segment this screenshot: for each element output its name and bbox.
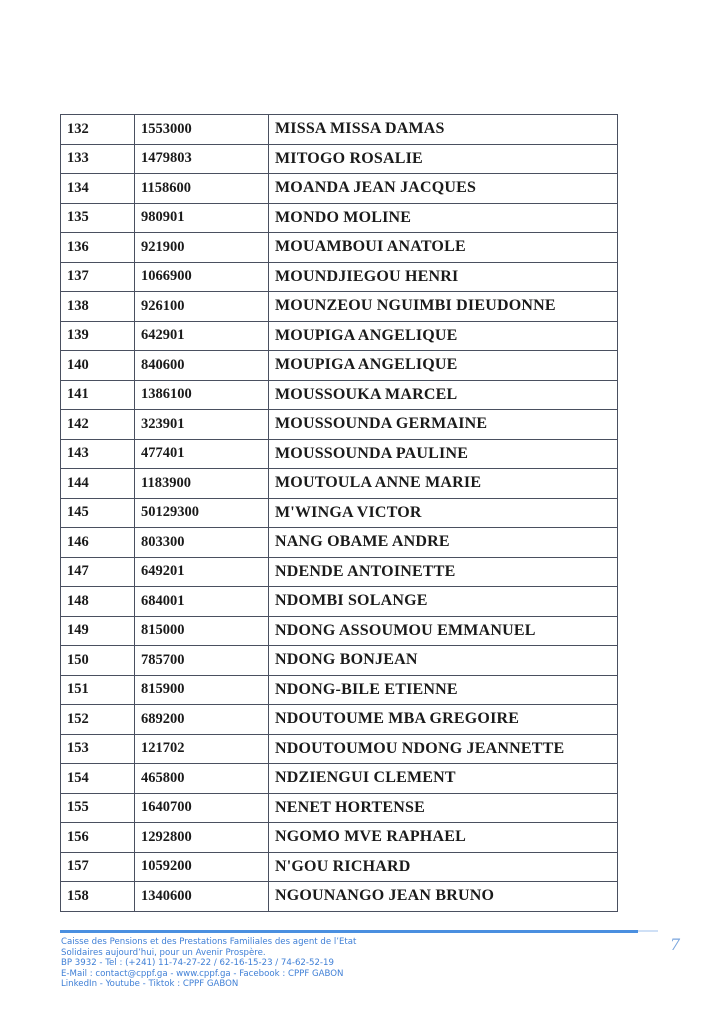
footer-organization-name: Caisse des Pensions et des Prestations Familiales des agent de l’Etat <box>61 937 357 947</box>
row-id: 1386100 <box>135 380 269 410</box>
row-number: 133 <box>61 144 135 174</box>
row-id: 1479803 <box>135 144 269 174</box>
row-number: 136 <box>61 233 135 263</box>
row-number: 138 <box>61 292 135 322</box>
footer-slogan: Solidaires aujourd’hui, pour un Avenir Prospère. <box>61 947 266 958</box>
row-name: NANG OBAME ANDRE <box>269 528 618 558</box>
row-name: MISSA MISSA DAMAS <box>269 115 618 145</box>
row-name: M'WINGA VICTOR <box>269 498 618 528</box>
row-number: 135 <box>61 203 135 233</box>
row-id: 465800 <box>135 764 269 794</box>
table-row <box>61 734 618 764</box>
table-row <box>61 321 618 351</box>
row-name: NDENDE ANTOINETTE <box>269 557 618 587</box>
row-name: NENET HORTENSE <box>269 793 618 823</box>
row-id: 642901 <box>135 321 269 351</box>
row-id: 649201 <box>135 557 269 587</box>
row-number: 157 <box>61 852 135 882</box>
row-number: 132 <box>61 115 135 145</box>
row-number: 152 <box>61 705 135 735</box>
table-row <box>61 174 618 204</box>
row-number: 134 <box>61 174 135 204</box>
row-id: 323901 <box>135 410 269 440</box>
row-name: MOUPIGA ANGELIQUE <box>269 321 618 351</box>
row-number: 143 <box>61 439 135 469</box>
row-id: 50129300 <box>135 498 269 528</box>
row-name: MOUAMBOUI ANATOLE <box>269 233 618 263</box>
row-number: 140 <box>61 351 135 381</box>
table-row <box>61 115 618 145</box>
table-row <box>61 793 618 823</box>
row-name: MOUSSOUNDA PAULINE <box>269 439 618 469</box>
row-name: NDONG BONJEAN <box>269 646 618 676</box>
row-id: 980901 <box>135 203 269 233</box>
table-row <box>61 823 618 853</box>
row-name: NDONG ASSOUMOU EMMANUEL <box>269 616 618 646</box>
table-row <box>61 557 618 587</box>
row-id: 840600 <box>135 351 269 381</box>
table-row <box>61 292 618 322</box>
row-id: 803300 <box>135 528 269 558</box>
table-row <box>61 233 618 263</box>
table-row <box>61 439 618 469</box>
row-id: 121702 <box>135 734 269 764</box>
footer-social: LinkedIn - Youtube - Tiktok : CPPF GABON <box>61 979 239 990</box>
table-row <box>61 410 618 440</box>
row-number: 154 <box>61 764 135 794</box>
table-row <box>61 528 618 558</box>
table-row <box>61 764 618 794</box>
beneficiary-table <box>60 114 618 912</box>
table-row <box>61 262 618 292</box>
row-name: NGOMO MVE RAPHAEL <box>269 823 618 853</box>
row-name: NGOUNANGO JEAN BRUNO <box>269 882 618 912</box>
row-name: MITOGO ROSALIE <box>269 144 618 174</box>
table-row <box>61 705 618 735</box>
row-id: 1640700 <box>135 793 269 823</box>
row-number: 156 <box>61 823 135 853</box>
table-row <box>61 351 618 381</box>
table-row <box>61 882 618 912</box>
row-number: 155 <box>61 793 135 823</box>
row-number: 146 <box>61 528 135 558</box>
row-number: 147 <box>61 557 135 587</box>
row-name: NDOUTOUME MBA GREGOIRE <box>269 705 618 735</box>
row-number: 149 <box>61 616 135 646</box>
row-name: NDOUTOUMOU NDONG JEANNETTE <box>269 734 618 764</box>
row-number: 141 <box>61 380 135 410</box>
table-row <box>61 144 618 174</box>
row-number: 145 <box>61 498 135 528</box>
row-id: 684001 <box>135 587 269 617</box>
table-row <box>61 852 618 882</box>
row-id: 1292800 <box>135 823 269 853</box>
row-id: 1158600 <box>135 174 269 204</box>
row-id: 477401 <box>135 439 269 469</box>
row-number: 150 <box>61 646 135 676</box>
footer-address-phone: BP 3932 - Tel : (+241) 11-74-27-22 / 62-16-15-23 / 74-62-52-19 <box>61 958 334 969</box>
footer-divider <box>60 930 638 933</box>
row-name: NDZIENGUI CLEMENT <box>269 764 618 794</box>
row-number: 148 <box>61 587 135 617</box>
row-id: 1553000 <box>135 115 269 145</box>
footer-contact-block <box>61 937 356 990</box>
row-name: MOUTOULA ANNE MARIE <box>269 469 618 499</box>
footer-email-web: E-Mail : contact@cppf.ga - www.cppf.ga - Facebook : CPPF GABON <box>61 968 344 979</box>
row-name: NDOMBI SOLANGE <box>269 587 618 617</box>
row-id: 926100 <box>135 292 269 322</box>
footer-divider-fade <box>638 930 658 932</box>
row-id: 1059200 <box>135 852 269 882</box>
row-number: 158 <box>61 882 135 912</box>
row-name: MONDO MOLINE <box>269 203 618 233</box>
table-row <box>61 675 618 705</box>
row-id: 921900 <box>135 233 269 263</box>
table-body <box>61 115 618 912</box>
row-name: NDONG-BILE ETIENNE <box>269 675 618 705</box>
row-id: 785700 <box>135 646 269 676</box>
row-id: 815900 <box>135 675 269 705</box>
row-number: 139 <box>61 321 135 351</box>
row-name: N'GOU RICHARD <box>269 852 618 882</box>
row-number: 142 <box>61 410 135 440</box>
table-row <box>61 469 618 499</box>
table-row <box>61 498 618 528</box>
row-number: 153 <box>61 734 135 764</box>
table-row <box>61 646 618 676</box>
page-number: 7 <box>670 935 681 954</box>
row-name: MOUSSOUNDA GERMAINE <box>269 410 618 440</box>
table-row <box>61 380 618 410</box>
row-name: MOUNZEOU NGUIMBI DIEUDONNE <box>269 292 618 322</box>
row-number: 137 <box>61 262 135 292</box>
row-number: 144 <box>61 469 135 499</box>
row-id: 1340600 <box>135 882 269 912</box>
row-number: 151 <box>61 675 135 705</box>
row-name: MOUNDJIEGOU HENRI <box>269 262 618 292</box>
row-name: MOUPIGA ANGELIQUE <box>269 351 618 381</box>
table-row <box>61 587 618 617</box>
table-row <box>61 616 618 646</box>
row-name: MOUSSOUKA MARCEL <box>269 380 618 410</box>
row-id: 1066900 <box>135 262 269 292</box>
table-row <box>61 203 618 233</box>
row-name: MOANDA JEAN JACQUES <box>269 174 618 204</box>
row-id: 1183900 <box>135 469 269 499</box>
row-id: 815000 <box>135 616 269 646</box>
row-id: 689200 <box>135 705 269 735</box>
